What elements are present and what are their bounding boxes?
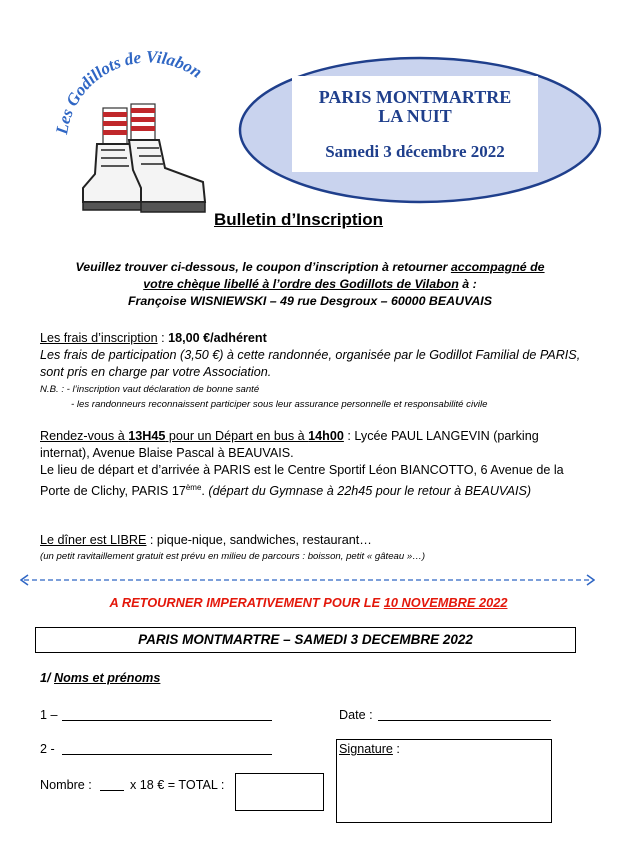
frais-text: Les frais de participation (3,50 €) à cette randonnée, organisée par le Godillot Familial de PARIS, sont pris en charge par votre Association. (40, 348, 581, 379)
name-row-1-label: 1 – (40, 708, 58, 722)
name-row-2-label: 2 - (40, 742, 55, 756)
name-field-2[interactable] (62, 754, 272, 755)
nombre-field[interactable] (100, 790, 124, 791)
signature-text: Signature (339, 742, 393, 756)
intro-line-1 (40, 259, 580, 276)
section-label: Noms et prénoms (54, 671, 161, 685)
section-names (40, 671, 160, 685)
date-field[interactable] (378, 720, 551, 721)
intro-address: Françoise WISNIEWSKI – 49 rue Desgroux – 60000 BEAUVAIS (127, 294, 493, 308)
svg-text:Les Godillots de Vilabon (55, 47, 206, 136)
frais-heading (40, 330, 585, 347)
section-number: 1/ (40, 671, 55, 685)
intro-line-2 (40, 276, 580, 293)
intro-emphasis: accompagné de (450, 260, 545, 274)
diner-options: : pique-nique, sandwiches, restaurant… (146, 533, 372, 547)
intro-cheque: votre chèque libellé à l’ordre des Godillots de Vilabon (143, 277, 459, 291)
total-box[interactable] (235, 773, 324, 811)
rdv-depart: pour un Départ en bus à (165, 429, 309, 443)
return-date: 10 NOVEMBRE 2022 (383, 595, 508, 610)
nombre-label: Nombre : (40, 778, 92, 792)
nb-line-2: - les randonneurs reconnaissent participer sous leur assurance personnelle et responsabilité civile (71, 399, 488, 410)
name-field-1[interactable] (62, 720, 272, 721)
event-subtitle: LA NUIT (378, 106, 452, 126)
signature-colon: : (392, 742, 400, 756)
event-title: PARIS MONTMARTRE (318, 87, 512, 107)
event-title-box (292, 76, 538, 172)
lieu-dot: . (201, 484, 209, 499)
diner-note: (un petit ravitaillement gratuit est prévu en milieu de parcours : boisson, petit « gâteau »…) (40, 551, 426, 562)
intro-text: Veuillez trouver ci-dessous, le coupon d’inscription à retourner (75, 260, 451, 274)
rdv-text (40, 428, 585, 462)
date-label: Date : (339, 708, 373, 722)
lieu-retour: (départ du Gymnase à 22h45 pour le retour à BEAUVAIS) (208, 484, 532, 499)
lieu-main: Le lieu de départ et d’arrivée à PARIS est le Centre Sportif Léon BIANCOTTO, 6 Avenue de la Porte de Clichy, PARIS 17 (40, 463, 564, 499)
signature-box[interactable] (336, 739, 552, 823)
nb-line-1: N.B. : - l’inscription vaut déclaration de bonne santé (40, 384, 260, 395)
lieu-text (40, 462, 585, 500)
club-logo (55, 40, 255, 220)
depart-time: 14h00 (308, 429, 344, 443)
page-title: Bulletin d’Inscription (214, 210, 384, 229)
hiking-boots-icon (83, 104, 205, 212)
logo-text: es Godillots de Vilabon (55, 47, 206, 126)
intro-tail: à : (458, 277, 477, 291)
price-text: x 18 € = TOTAL : (130, 778, 225, 792)
frais-amount: 18,00 €/adhérent (168, 331, 267, 345)
rdv-label: Rendez-vous à (40, 429, 129, 443)
diner-text (40, 532, 585, 549)
diner-label: Le dîner est LIBRE (40, 533, 147, 547)
return-deadline (0, 595, 617, 610)
coupon-banner: PARIS MONTMARTRE – SAMEDI 3 DECEMBRE 2022 (35, 627, 576, 653)
cut-line-divider (20, 568, 595, 592)
frais-label: Les frais d’inscription (40, 331, 158, 345)
event-date: Samedi 3 décembre 2022 (325, 142, 505, 161)
frais-sep: : (157, 331, 169, 345)
rdv-place: : Lycée PAUL LANGEVIN (parking internat), Avenue Blaise Pascal à BEAUVAIS. (40, 429, 539, 460)
rdv-time: 13H45 (128, 429, 166, 443)
lieu-sup: ème (185, 483, 202, 492)
return-text: A RETOURNER IMPERATIVEMENT POUR LE (109, 595, 384, 610)
